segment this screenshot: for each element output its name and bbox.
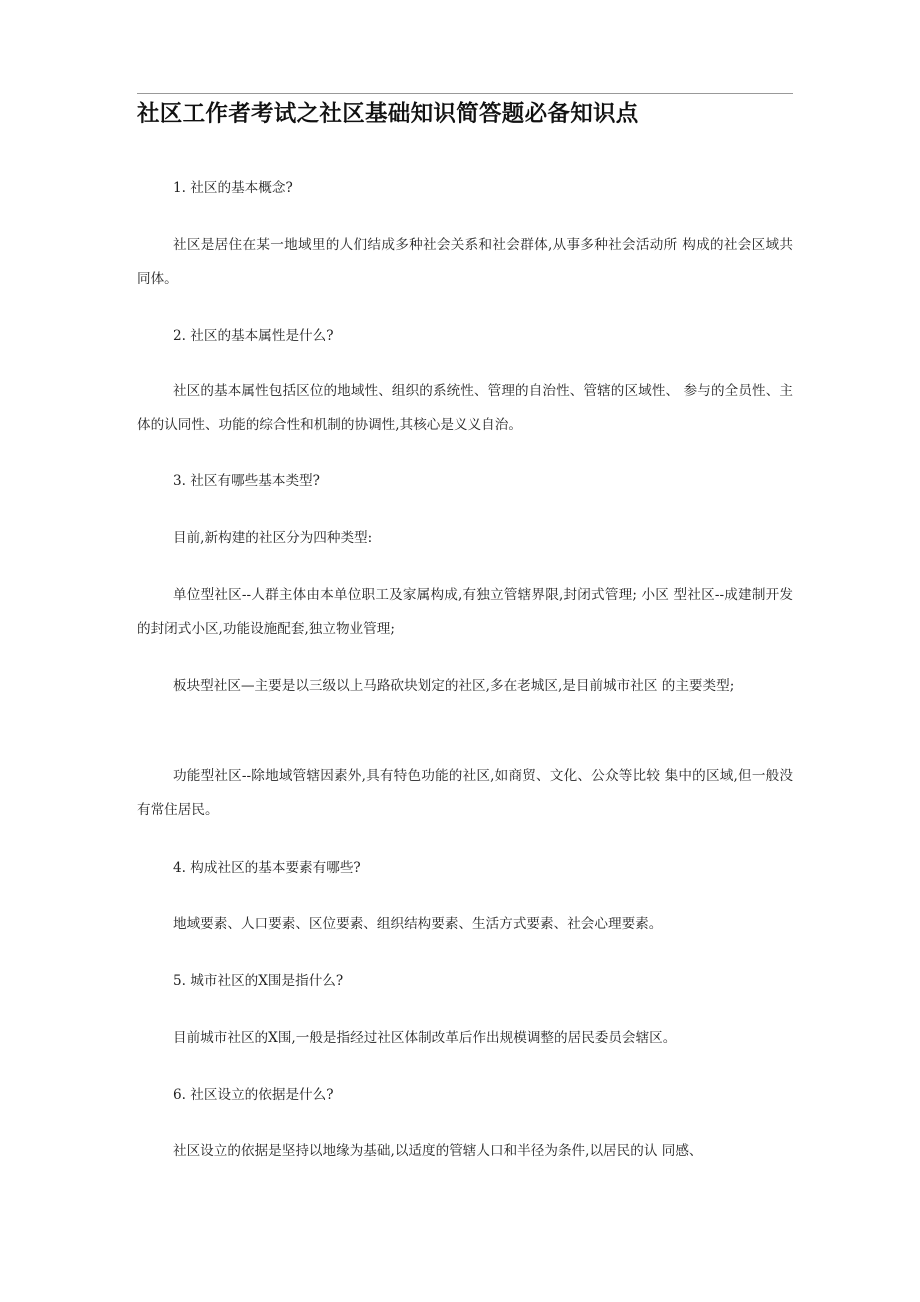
answer-3-intro: 目前,新构建的社区分为四种类型: — [173, 530, 373, 546]
answer-1: 社区是居住在某一地域里的人们结成多种社会关系和社会群体,从事多种社会活动所 构成的社会区域共同体。 — [137, 237, 793, 287]
answer-6: 社区设立的依据是坚持以地缘为基础,以适度的管辖人口和半径为条件,以居民的认 同感、 — [173, 1143, 703, 1159]
question-2: 2. 社区的基本属性是什么? — [173, 328, 334, 344]
answer-2: 社区的基本属性包括区位的地域性、组织的系统性、管理的自治性、管辖的区域性、 参与的全员性、主体的认同性、功能的综合性和机制的协调性,其核心是义义自治。 — [137, 383, 793, 433]
question-3: 3. 社区有哪些基本类型? — [173, 473, 320, 489]
question-5: 5. 城市社区的X围是指什么? — [173, 973, 344, 989]
answer-3-type-unit: 单位型社区--人群主体由本单位职工及家属构成,有独立管辖界限,封闭式管理; 小区 型社区--成建制开发的封闭式小区,功能设施配套,独立物业管理; — [137, 587, 793, 637]
answer-5: 目前城市社区的X围,一般是指经过社区体制改革后作出规模调整的居民委员会辖区。 — [173, 1030, 677, 1046]
question-4: 4. 构成社区的基本要素有哪些? — [173, 860, 361, 876]
question-1: 1. 社区的基本概念? — [173, 180, 293, 196]
question-6: 6. 社区设立的依据是什么? — [173, 1087, 334, 1103]
answer-4: 地域要素、人口要素、区位要素、组织结构要素、生活方式要素、社会心理要素。 — [173, 916, 663, 932]
header-rule — [137, 93, 793, 94]
answer-3-type-block: 板块型社区—主要是以三级以上马路砍块划定的社区,多在老城区,是目前城市社区 的主要类型; — [173, 678, 735, 694]
document-title: 社区工作者考试之社区基础知识简答题必备知识点 — [137, 101, 639, 127]
answer-3-type-function: 功能型社区--除地域管辖因素外,具有特色功能的社区,如商贸、文化、公众等比较 集中的区域,但一般没有常住居民。 — [137, 768, 793, 818]
